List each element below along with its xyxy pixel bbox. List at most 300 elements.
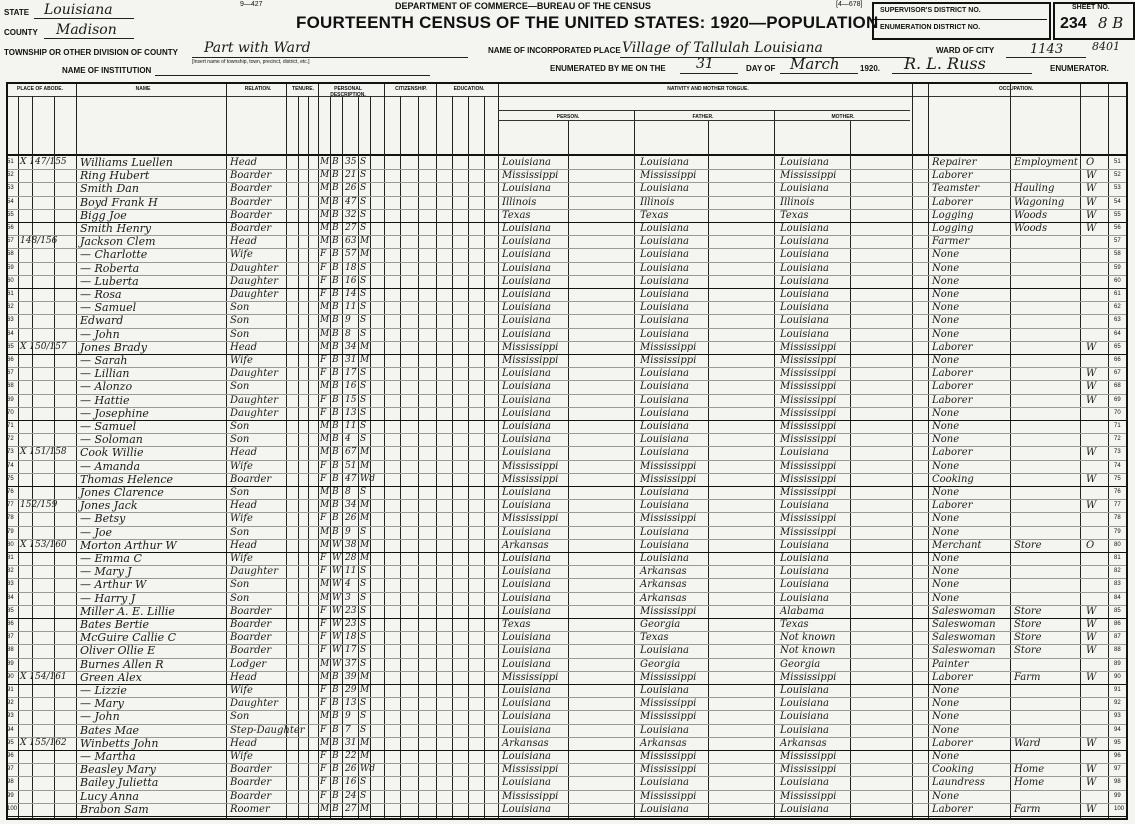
line-number: 90: [7, 673, 14, 680]
cell-cls: W: [1086, 605, 1097, 617]
cell-name: — Samuel: [80, 301, 137, 315]
cell-birthplace: Louisiana: [502, 368, 551, 380]
cell-mother-bp: Mississippi: [780, 170, 837, 182]
table-row: [8, 578, 1126, 591]
line-number-right: 97: [1114, 766, 1121, 773]
cell-sex: M: [320, 170, 330, 181]
cell-birthplace: Louisiana: [502, 685, 551, 696]
cell-status: S: [360, 698, 367, 709]
cell-age: 21: [345, 170, 357, 181]
cell-birthplace: Louisiana: [502, 487, 551, 498]
cell-age: 37: [345, 658, 357, 669]
cell-relation: Wife: [230, 249, 253, 261]
cell-name: — John: [80, 327, 120, 341]
line-number: 52: [7, 172, 14, 179]
cell-status: S: [360, 526, 367, 537]
line-number: 89: [7, 660, 14, 667]
cell-name: — Betsy: [80, 512, 126, 526]
cell-name: Boyd Frank H: [80, 195, 158, 209]
cell-race: B: [332, 157, 339, 167]
cell-occupation: None: [932, 315, 960, 327]
cell-birthplace: Texas: [502, 619, 531, 630]
line-number: 87: [7, 634, 14, 641]
cell-race: B: [332, 447, 339, 458]
cell-sex: M: [320, 737, 330, 748]
cell-mother-bp: Louisiana: [780, 579, 829, 591]
cell-name: Brabon Sam: [80, 802, 149, 816]
cell-father-bp: Mississippi: [640, 355, 697, 366]
cell-cls: W: [1086, 196, 1097, 208]
header-person: PERSON.: [556, 114, 580, 120]
cell-sex: M: [320, 157, 330, 167]
cell-birthplace: Louisiana: [502, 526, 551, 538]
cell-relation: Boarder: [230, 605, 272, 617]
line-number-right: 68: [1114, 383, 1121, 390]
cell-status: S: [360, 619, 367, 629]
cell-cls: W: [1086, 170, 1097, 182]
line-number: 96: [7, 753, 14, 759]
cell-race: B: [332, 526, 339, 537]
line-number: 58: [7, 251, 14, 258]
cell-relation: Boarder: [230, 645, 272, 657]
cell-name: — Sarah: [80, 354, 128, 367]
form-code: 9—427: [240, 1, 263, 8]
cell-relation: Boarder: [230, 473, 272, 485]
cell-birthplace: Louisiana: [502, 605, 551, 617]
cell-mother-bp: Mississippi: [780, 790, 837, 802]
cell-birthplace: Louisiana: [502, 223, 551, 234]
cell-mother-bp: Mississippi: [780, 473, 837, 485]
cell-race: W: [332, 553, 342, 563]
cell-father-bp: Mississippi: [640, 790, 697, 802]
cell-age: 11: [345, 566, 357, 577]
cell-sex: M: [320, 434, 330, 445]
cell-occupation: Farmer: [932, 236, 970, 248]
cell-race: W: [332, 619, 342, 629]
line-number-right: 69: [1114, 396, 1121, 403]
table-row: [8, 592, 1126, 605]
cell-age: 11: [345, 302, 357, 313]
cell-sex: F: [320, 460, 327, 471]
cell-industry: Woods: [1014, 209, 1048, 221]
cell-occupation: None: [932, 289, 960, 300]
line-number: 98: [7, 779, 14, 786]
cell-age: 38: [345, 539, 357, 550]
cell-sex: F: [320, 249, 327, 260]
cell-sex: F: [320, 394, 327, 405]
cell-birthplace: Louisiana: [502, 553, 551, 564]
cell-industry: Farm: [1014, 803, 1041, 815]
line-number: 100: [7, 805, 18, 812]
cell-status: S: [360, 394, 367, 405]
table-row: [8, 750, 1126, 763]
line-number-right: 92: [1114, 700, 1121, 707]
line-number-right: 78: [1114, 515, 1121, 522]
cell-race: W: [332, 592, 342, 603]
cell-sex: M: [320, 658, 330, 669]
cell-sex: M: [320, 421, 330, 431]
line-number-right: 95: [1114, 739, 1121, 746]
cell-status: S: [360, 368, 367, 379]
table-row: [8, 631, 1126, 644]
line-number-right: 70: [1114, 409, 1121, 416]
cell-birthplace: Louisiana: [502, 157, 551, 168]
cell-birthplace: Louisiana: [502, 183, 551, 195]
cell-name: — Hattie: [80, 393, 130, 407]
cell-race: B: [332, 711, 339, 722]
cell-relation: Daughter: [230, 407, 278, 419]
header-citizenship: CITIZENSHIP.: [395, 86, 427, 92]
cell-birthplace: Arkansas: [502, 539, 549, 551]
cell-age: 11: [345, 421, 357, 431]
line-number-right: 90: [1114, 673, 1121, 680]
cell-relation: Daughter: [230, 289, 278, 300]
cell-birthplace: Louisiana: [502, 302, 551, 314]
cell-father-bp: Mississippi: [640, 170, 697, 182]
cell-father-bp: Louisiana: [640, 685, 689, 696]
cell-father-bp: Mississippi: [640, 764, 697, 776]
line-number-right: 59: [1114, 264, 1121, 271]
census-table: [6, 82, 1128, 820]
cell-father-bp: Mississippi: [640, 605, 697, 617]
line-number-right: 63: [1114, 317, 1121, 324]
line-number-right: 79: [1114, 528, 1121, 535]
cell-occupation: None: [932, 751, 960, 762]
cell-birthplace: Louisiana: [502, 381, 551, 393]
header-relation: RELATION.: [244, 86, 272, 92]
cell-cls: W: [1086, 209, 1097, 221]
cell-relation: Boarder: [230, 632, 272, 644]
cell-relation: Head: [230, 671, 258, 683]
cell-age: 35: [345, 157, 357, 167]
cell-birthplace: Mississippi: [502, 764, 559, 776]
cell-status: M: [360, 737, 370, 748]
cell-sex: F: [320, 698, 327, 709]
line-number: 61: [7, 291, 14, 297]
cell-name: Ring Hubert: [80, 169, 150, 183]
cell-mother-bp: Louisiana: [780, 223, 829, 234]
cell-relation: Head: [230, 236, 258, 248]
cell-age: 24: [345, 790, 357, 801]
table-row: [8, 354, 1126, 367]
table-row: [8, 235, 1126, 248]
cell-mother-bp: Louisiana: [780, 249, 829, 261]
line-number: 81: [7, 555, 14, 561]
table-row: [8, 420, 1126, 433]
cell-sex: F: [320, 262, 327, 273]
line-number-right: 53: [1114, 185, 1121, 192]
cell-mother-bp: Mississippi: [780, 460, 837, 472]
cell-mother-bp: Mississippi: [780, 421, 837, 432]
cell-relation: Son: [230, 487, 250, 498]
cell-status: S: [360, 645, 367, 656]
cell-mother-bp: Mississippi: [780, 487, 837, 498]
cell-occupation: Laborer: [932, 447, 973, 459]
cell-status: S: [360, 275, 367, 286]
cell-occupation: Laborer: [932, 381, 973, 393]
header-nativity: NATIVITY AND MOTHER TONGUE.: [667, 86, 749, 92]
cell-occupation: None: [932, 698, 960, 710]
cell-name: Morton Arthur W: [80, 538, 177, 552]
cell-father-bp: Louisiana: [640, 183, 689, 195]
line-number: 72: [7, 436, 14, 443]
cell-occupation: Cooking: [932, 764, 974, 776]
cell-sex: F: [320, 619, 327, 629]
cell-relation: Son: [230, 526, 250, 538]
line-number-right: 52: [1114, 172, 1121, 179]
cell-status: S: [360, 407, 367, 418]
cell-mother-bp: Mississippi: [780, 513, 837, 525]
cell-relation: Boarder: [230, 777, 272, 789]
department-title: DEPARTMENT OF COMMERCE—BUREAU OF THE CENSUS: [395, 1, 651, 11]
cell-sex: M: [320, 209, 330, 220]
cell-name: — Mary: [80, 697, 124, 711]
cell-status: M: [360, 803, 370, 814]
cell-relation: Wife: [230, 513, 253, 525]
cell-relation: Daughter: [230, 566, 278, 578]
cell-birthplace: Louisiana: [502, 407, 551, 419]
cell-cls: W: [1086, 619, 1097, 630]
cell-occupation: None: [932, 526, 960, 538]
cell-status: S: [360, 302, 367, 313]
cell-age: 39: [345, 671, 357, 682]
cell-father-bp: Mississippi: [640, 341, 697, 353]
table-row: [8, 803, 1126, 816]
cell-occupation: None: [932, 790, 960, 802]
enumeration-day: 31: [696, 56, 714, 72]
enumerator-label: ENUMERATOR.: [1050, 64, 1109, 73]
enumerated-label: ENUMERATED BY ME ON THE: [550, 64, 666, 73]
cell-occupation: None: [932, 711, 960, 723]
cell-sex: M: [320, 526, 330, 537]
cell-mother-bp: Louisiana: [780, 157, 829, 168]
cell-status: S: [360, 196, 367, 207]
line-number: 88: [7, 647, 14, 654]
cell-race: W: [332, 645, 342, 656]
line-number-right: 71: [1114, 423, 1121, 429]
line-number-right: 100: [1114, 805, 1125, 812]
cell-status: Wd: [360, 764, 376, 775]
cell-industry: Home: [1014, 777, 1045, 789]
cell-race: W: [332, 579, 342, 590]
line-number-right: 58: [1114, 251, 1121, 258]
table-row: [8, 301, 1126, 314]
line-number: 99: [7, 792, 14, 799]
cell-mother-bp: Louisiana: [780, 711, 829, 723]
cell-occupation: None: [932, 328, 960, 340]
cell-dwelling: X 150/157: [20, 341, 67, 352]
cell-father-bp: Mississippi: [640, 513, 697, 525]
cell-occupation: None: [932, 355, 960, 366]
line-number-right: 54: [1114, 198, 1121, 205]
cell-name: — Emma C: [80, 552, 142, 565]
header-personal-description: PERSONAL DESCRIPTION.: [330, 86, 366, 98]
line-number: 78: [7, 515, 14, 522]
line-number: 53: [7, 185, 14, 192]
table-row: [8, 499, 1126, 512]
line-number-right: 72: [1114, 436, 1121, 443]
cell-status: S: [360, 170, 367, 181]
cell-dwelling: X 153/160: [20, 539, 67, 550]
cell-age: 17: [345, 368, 357, 379]
cell-relation: Son: [230, 592, 250, 604]
cell-race: B: [332, 394, 339, 405]
cell-father-bp: Louisiana: [640, 262, 689, 274]
cell-relation: Boarder: [230, 790, 272, 802]
cell-dwelling: X 151/158: [20, 447, 67, 458]
cell-sex: M: [320, 671, 330, 682]
cell-name: Bigg Joe: [80, 208, 127, 222]
cell-age: 34: [345, 341, 357, 352]
cell-status: S: [360, 632, 367, 643]
line-number-right: 88: [1114, 647, 1121, 654]
cell-occupation: Logging: [932, 223, 974, 234]
table-row: [8, 552, 1126, 565]
cell-sex: F: [320, 513, 327, 524]
line-number-right: 74: [1114, 462, 1121, 469]
cell-mother-bp: Louisiana: [780, 302, 829, 314]
cell-name: — Samuel: [80, 420, 137, 433]
cell-occupation: Saleswoman: [932, 619, 996, 630]
cell-cls: W: [1086, 803, 1097, 815]
table-row: [8, 790, 1126, 803]
cell-birthplace: Louisiana: [502, 275, 551, 287]
table-row: [8, 209, 1126, 222]
cell-birthplace: Louisiana: [502, 500, 551, 512]
cell-birthplace: Texas: [502, 209, 531, 221]
cell-name: Burnes Allen R: [80, 657, 164, 671]
cell-mother-bp: Louisiana: [780, 566, 829, 578]
line-number: 70: [7, 409, 14, 416]
table-row: [8, 182, 1126, 195]
cell-status: S: [360, 381, 367, 392]
cell-race: W: [332, 632, 342, 643]
cell-mother-bp: Louisiana: [780, 777, 829, 789]
cell-mother-bp: Louisiana: [780, 236, 829, 248]
cell-race: B: [332, 751, 339, 761]
cell-race: B: [332, 196, 339, 207]
cell-race: B: [332, 724, 339, 735]
cell-race: B: [332, 315, 339, 326]
cell-father-bp: Arkansas: [640, 592, 687, 604]
cell-relation: Son: [230, 579, 250, 591]
cell-race: B: [332, 341, 339, 352]
cell-father-bp: Georgia: [640, 619, 681, 630]
cell-age: 67: [345, 447, 357, 458]
line-number: 73: [7, 449, 14, 456]
cell-occupation: None: [932, 592, 960, 604]
line-number: 71: [7, 423, 14, 429]
cell-relation: Head: [230, 341, 258, 353]
cell-status: S: [360, 289, 367, 299]
enumeration-district-label: ENUMERATION DISTRICT NO.: [880, 24, 981, 31]
table-row: [8, 222, 1126, 235]
cell-occupation: None: [932, 262, 960, 274]
cell-race: B: [332, 328, 339, 339]
cell-industry: Home: [1014, 764, 1045, 776]
cell-age: 14: [345, 289, 357, 299]
cell-mother-bp: Louisiana: [780, 289, 829, 300]
line-number: 82: [7, 568, 14, 575]
line-number: 85: [7, 607, 14, 614]
cell-father-bp: Louisiana: [640, 724, 689, 736]
cell-race: B: [332, 500, 339, 511]
cell-age: 47: [345, 196, 357, 207]
table-row: [8, 473, 1126, 486]
cell-cls: O: [1086, 157, 1095, 168]
cell-sex: F: [320, 289, 327, 299]
cell-name: Jones Brady: [80, 340, 147, 354]
header-mother: MOTHER.: [831, 114, 855, 120]
cell-race: B: [332, 209, 339, 220]
table-row: [8, 288, 1126, 301]
cell-relation: Daughter: [230, 368, 278, 380]
line-number-right: 51: [1114, 159, 1121, 165]
cell-cls: W: [1086, 368, 1097, 380]
cell-name: — Lillian: [80, 367, 130, 381]
cell-race: B: [332, 170, 339, 181]
cell-father-bp: Georgia: [640, 658, 681, 670]
cell-occupation: None: [932, 553, 960, 564]
cell-sex: M: [320, 341, 330, 352]
line-number-right: 62: [1114, 304, 1121, 311]
cell-sex: M: [320, 500, 330, 511]
cell-birthplace: Louisiana: [502, 645, 551, 657]
day-of-label: DAY OF: [746, 64, 776, 73]
cell-relation: Wife: [230, 553, 253, 564]
cell-relation: Boarder: [230, 619, 272, 630]
cell-status: M: [360, 671, 370, 682]
cell-father-bp: Mississippi: [640, 751, 697, 762]
cell-relation: Wife: [230, 751, 253, 762]
cell-age: 63: [345, 236, 357, 247]
cell-status: S: [360, 711, 367, 722]
header-father: FATHER.: [692, 114, 714, 120]
cell-name: Jackson Clem: [80, 235, 156, 249]
cell-age: 34: [345, 500, 357, 511]
line-number-right: 73: [1114, 449, 1121, 456]
cell-occupation: None: [932, 685, 960, 696]
cell-name: — Arthur W: [80, 578, 147, 592]
line-number-right: 91: [1114, 687, 1121, 693]
cell-relation: Boarder: [230, 170, 272, 182]
cell-age: 16: [345, 381, 357, 392]
cell-industry: Store: [1014, 619, 1042, 630]
cell-birthplace: Louisiana: [502, 434, 551, 446]
table-row: [8, 460, 1126, 473]
cell-mother-bp: Illinois: [780, 196, 815, 208]
cell-age: 26: [345, 764, 357, 775]
cell-relation: Wife: [230, 355, 253, 366]
cell-age: 4: [345, 434, 351, 445]
header-tenure: TENURE.: [292, 86, 314, 92]
cell-cls: W: [1086, 645, 1097, 657]
cell-sex: F: [320, 764, 327, 775]
line-number-right: 80: [1114, 541, 1121, 548]
cell-sex: F: [320, 777, 327, 788]
cell-status: S: [360, 777, 367, 788]
cell-industry: Store: [1014, 645, 1042, 657]
line-number: 75: [7, 475, 14, 482]
cell-mother-bp: Mississippi: [780, 381, 837, 393]
cell-mother-bp: Louisiana: [780, 500, 829, 512]
cell-relation: Daughter: [230, 394, 278, 406]
line-number: 92: [7, 700, 14, 707]
cell-age: 13: [345, 698, 357, 709]
cell-father-bp: Louisiana: [640, 249, 689, 261]
institution-label: NAME OF INSTITUTION: [62, 66, 152, 75]
line-number: 84: [7, 594, 14, 601]
